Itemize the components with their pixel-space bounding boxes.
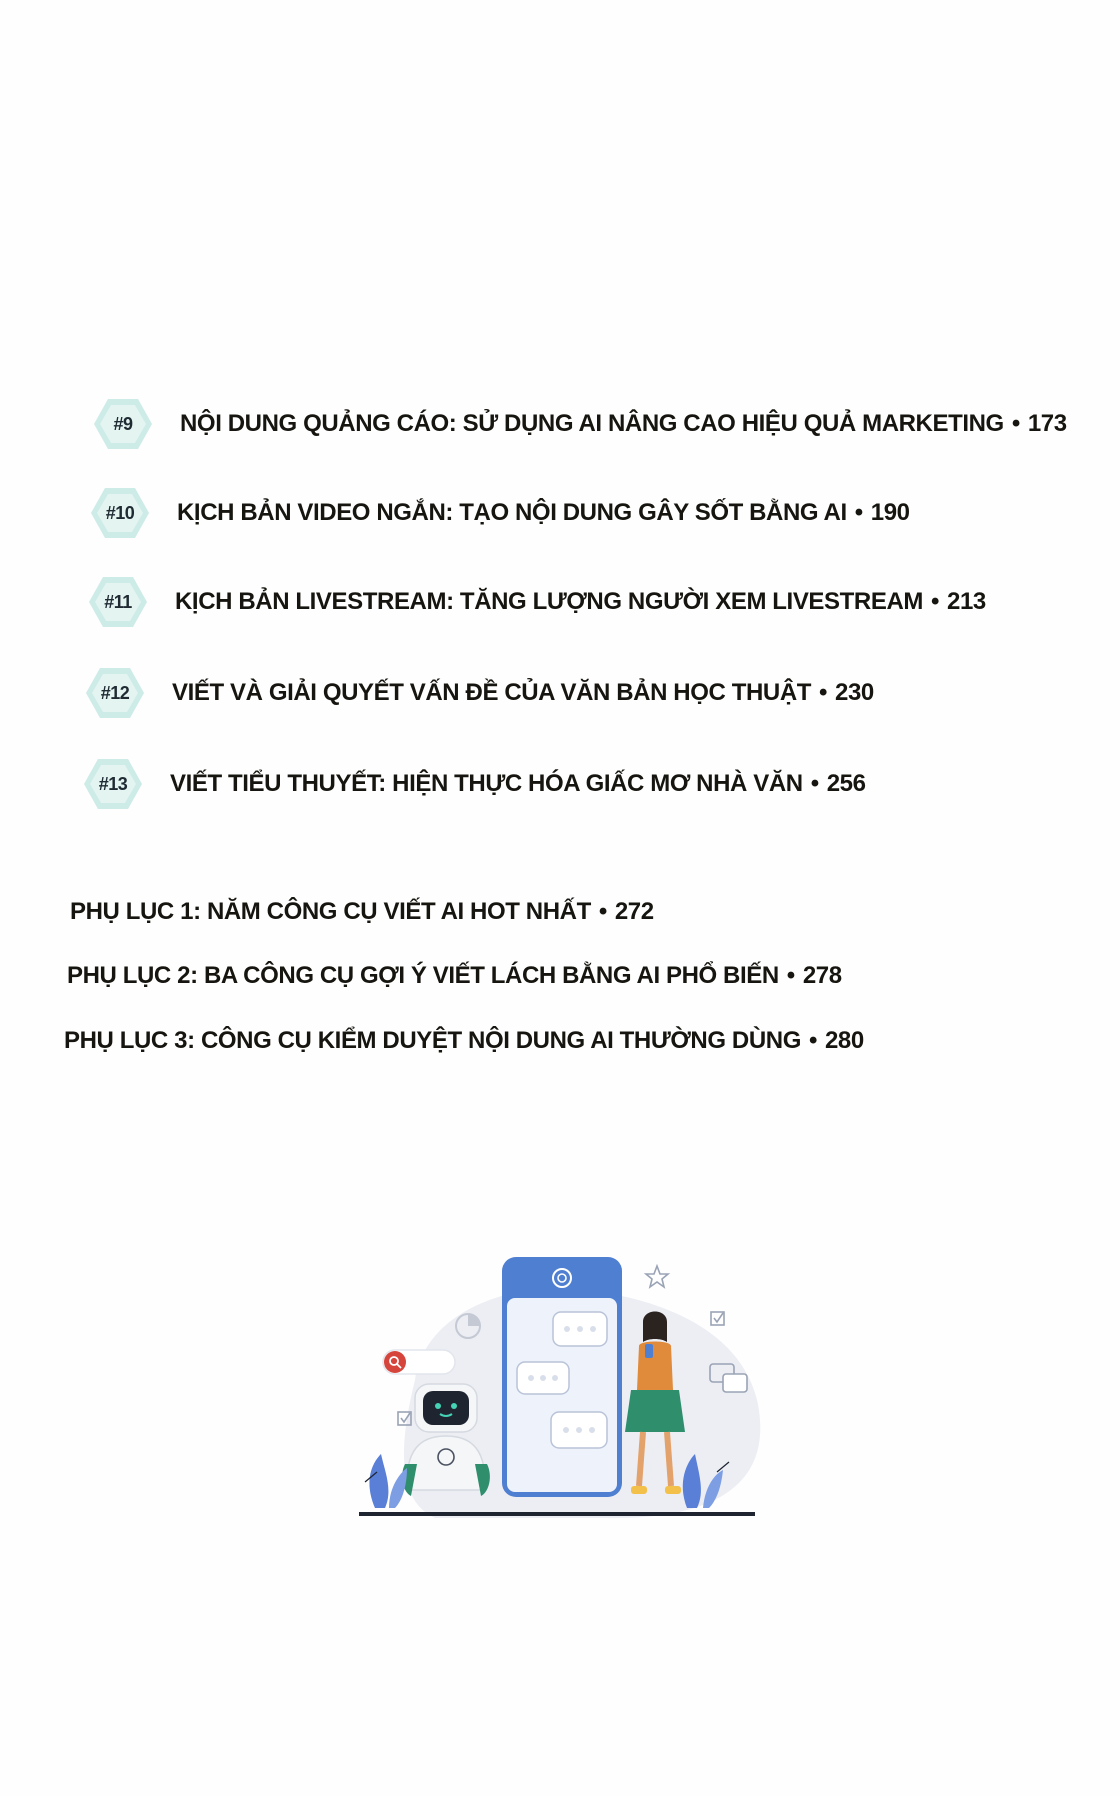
separator-dot: • xyxy=(598,898,607,925)
chapter-title: NỘI DUNG QUẢNG CÁO: SỬ DỤNG AI NÂNG CAO HIỆU QUẢ MARKETING xyxy=(180,410,1004,437)
search-icon xyxy=(384,1351,406,1373)
separator-dot: • xyxy=(1011,410,1020,437)
checkbox-icon xyxy=(711,1312,724,1325)
phone-illustration xyxy=(502,1257,622,1497)
page-number: 173 xyxy=(1027,410,1067,437)
page-number: 256 xyxy=(826,770,866,797)
chapter-title-line xyxy=(172,679,874,707)
separator-dot: • xyxy=(786,962,795,989)
toc-entry-9[interactable] xyxy=(92,392,1067,456)
plant-icon xyxy=(365,1454,407,1508)
chapter-number-badge xyxy=(84,665,146,721)
chat-bubble-icon xyxy=(517,1362,569,1394)
toc-entry-11[interactable] xyxy=(87,570,986,634)
separator-dot: • xyxy=(808,1027,817,1054)
page-number: 230 xyxy=(835,679,874,706)
appendix-entry-3[interactable] xyxy=(64,1027,864,1055)
page-number: 213 xyxy=(947,588,986,615)
page-number: 190 xyxy=(870,499,910,526)
chapter-number: #12 xyxy=(100,682,130,703)
separator-dot: • xyxy=(819,679,828,706)
chapter-title: KỊCH BẢN VIDEO NGẮN: TẠO NỘI DUNG GÂY SỐT BẰNG AI xyxy=(177,499,847,526)
toc-entry-12[interactable] xyxy=(84,661,874,725)
chapter-number: #10 xyxy=(105,502,135,523)
chapter-number: #13 xyxy=(98,773,128,794)
appendix-title: PHỤ LỤC 2: BA CÔNG CỤ GỢI Ý VIẾT LÁCH BẰNG AI PHỔ BIẾN xyxy=(67,962,779,989)
appendix-title: PHỤ LỤC 1: NĂM CÔNG CỤ VIẾT AI HOT NHẤT xyxy=(70,898,591,925)
toc-entry-13[interactable] xyxy=(82,752,866,816)
separator-dot: • xyxy=(810,770,819,797)
chapter-number-badge xyxy=(92,396,154,452)
appendix-title: PHỤ LỤC 3: CÔNG CỤ KIỂM DUYỆT NỘI DUNG AI THƯỜNG DÙNG xyxy=(64,1027,801,1054)
search-bar-illustration xyxy=(383,1350,455,1374)
chapter-number-badge xyxy=(89,485,151,541)
separator-dot: • xyxy=(930,588,939,615)
page-number: 280 xyxy=(824,1027,864,1054)
chapter-number-badge xyxy=(82,756,144,812)
chat-bubble-icon xyxy=(551,1412,607,1448)
chapter-title-line xyxy=(175,588,986,616)
chapter-title-line xyxy=(177,499,910,527)
toc-entry-10[interactable] xyxy=(89,481,910,545)
chat-bubble-icon xyxy=(553,1312,607,1346)
chapter-number: #9 xyxy=(113,413,133,434)
chapter-title-line xyxy=(180,410,1067,438)
separator-dot: • xyxy=(854,499,863,526)
chapter-title: KỊCH BẢN LIVESTREAM: TĂNG LƯỢNG NGƯỜI XEM LIVESTREAM xyxy=(175,588,923,615)
page-number: 278 xyxy=(802,962,842,989)
appendix-entry-2[interactable] xyxy=(67,962,842,990)
appendix-entry-1[interactable] xyxy=(70,898,654,926)
chapter-title-line xyxy=(170,770,866,798)
chapter-number-badge xyxy=(87,574,149,630)
chapter-title: VIẾT TIỂU THUYẾT: HIỆN THỰC HÓA GIẤC MƠ NHÀ VĂN xyxy=(170,770,803,797)
chapter-title: VIẾT VÀ GIẢI QUYẾT VẤN ĐỀ CỦA VĂN BẢN HỌC THUẬT xyxy=(172,679,812,706)
chapter-number: #11 xyxy=(104,591,132,612)
star-icon xyxy=(646,1266,668,1287)
ai-chat-illustration xyxy=(355,1250,775,1530)
page-number: 272 xyxy=(614,898,654,925)
